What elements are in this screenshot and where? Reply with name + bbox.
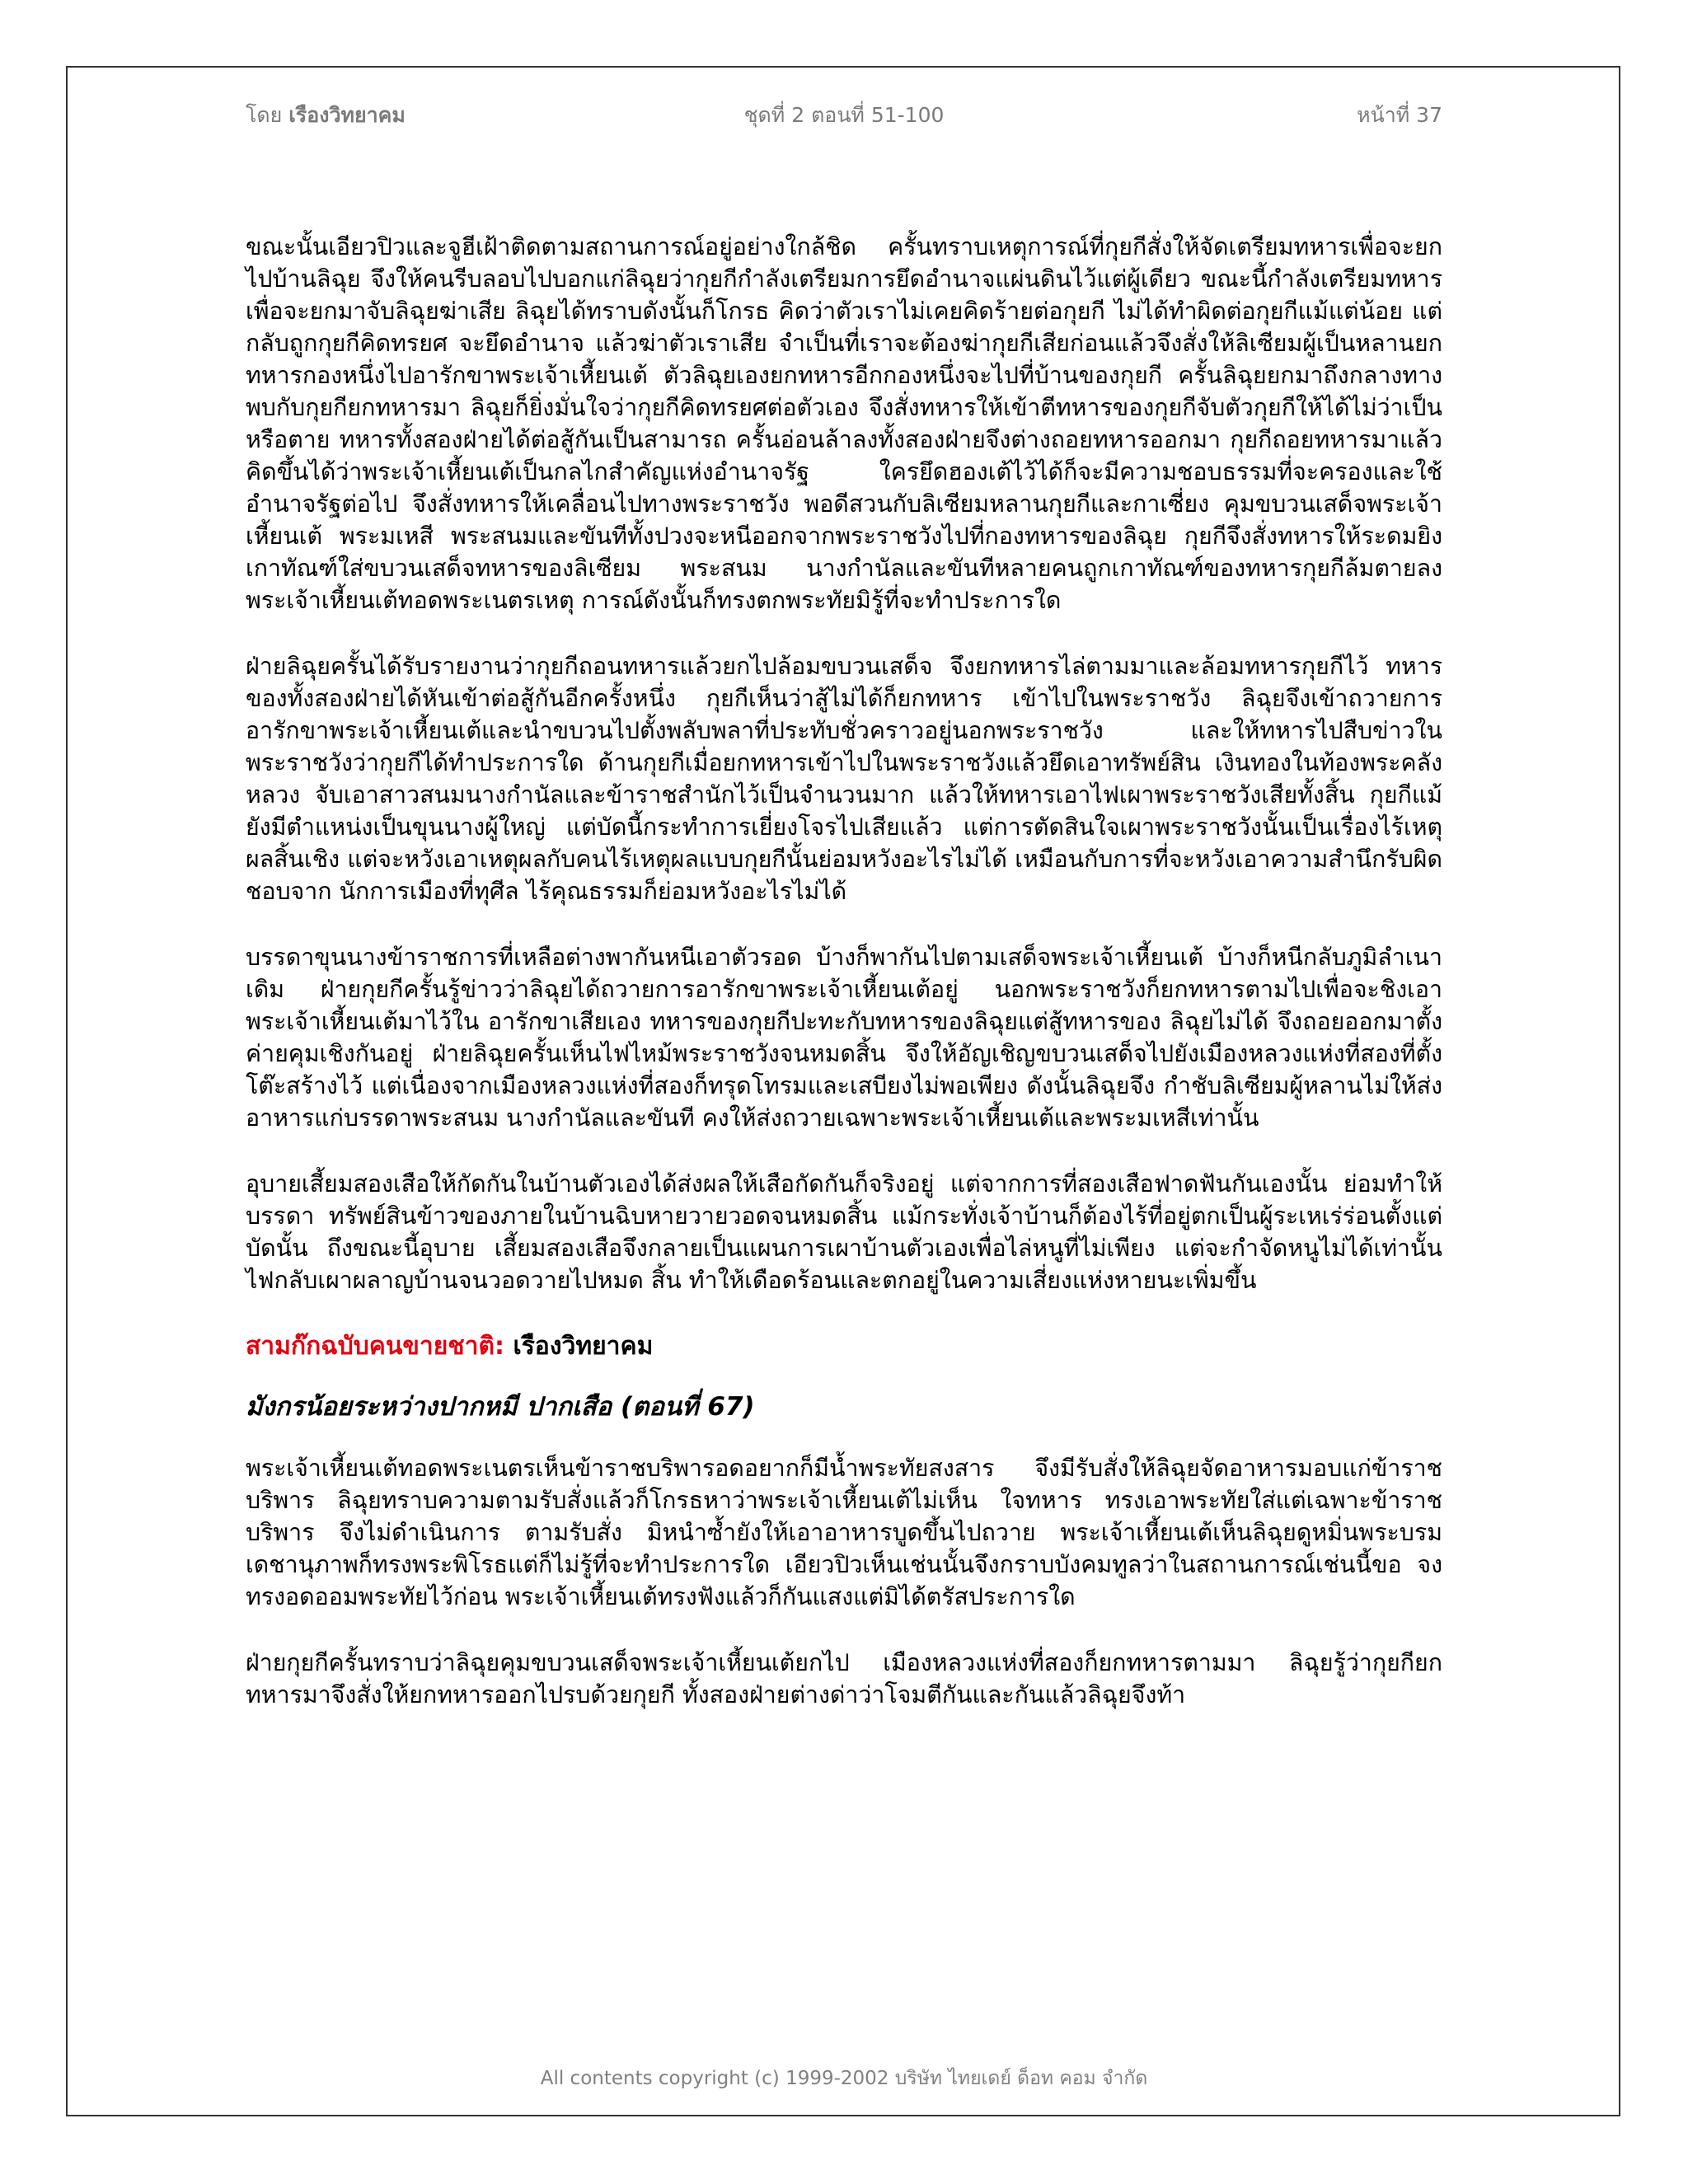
paragraph: อุบายเสี้ยมสองเสือให้กัดกันในบ้านตัวเองได้ส่งผลให้เสือกัดกันก็จริงอยู่ แต่จากการที่สองเสือฟาดฟันกันเองนั้น ย่อมทำให้บรรดา ทรัพย์สินข้าวของภายในบ้านฉิบหายวายวอดจนหมดสิ้น แม้กระทั่งเจ้าบ้านก็ต้องไร้ที่อยู่ตกเป็นผู้ระเหเร่ร่อนตั้งแต่บัดนั้น ถึงขณะนี้อุบาย เสี้ยมสองเสือจึงกลายเป็นแผนการเผาบ้านตัวเองเพื่อไล่หนูที่ไม่เพียง แต่จะกำจัดหนูไม่ได้เท่านั้น ไฟกลับเผาผลาญบ้านจนวอดวายไปหมด สิ้น ทำให้เดือดร้อนและตกอยู่ในความเสี่ยงแห่งหายนะเพิ่มขึ้น (246, 1170, 1442, 1294)
paragraph: ฝ่ายลิฉุยครั้นได้รับรายงานว่ากุยกีถอนทหารแล้วยกไปล้อมขบวนเสด็จ จึงยกทหารไล่ตามมาและล้อมทหารกุยกีไว้ ทหารของทั้งสองฝ่ายได้หันเข้าต่อสู้กันอีกครั้งหนึ่ง กุยกีเห็นว่าสู้ไม่ได้ก็ยกทหาร เข้าไปในพระราชวัง ลิฉุยจึงเข้าถวายการอารักขาพระเจ้าเหี้ยนเต้และนำขบวนไปตั้งพลับพลาที่ประทับชั่วคราวอยู่นอกพระราชวัง และให้ทหารไปสืบข่าวในพระราชวังว่ากุยกีได้ทำประการใด ด้านกุยกีเมื่อยกทหารเข้าไปในพระราชวังแล้วยึดเอาทรัพย์สิน เงินทองในท้องพระคลังหลวง จับเอาสาวสนมนางกำนัลและข้าราชสำนักไว้เป็นจำนวนมาก แล้วให้ทหารเอาไฟเผาพระราชวังเสียทั้งสิ้น กุยกีแม้ยังมีตำแหน่งเป็นขุนนางผู้ใหญ่ แต่บัดนี้กระทำการเยี่ยงโจรไปเสียแล้ว แต่การตัดสินใจเผาพระราชวังนั้นเป็นเรื่องไร้เหตุ ผลสิ้นเชิง แต่จะหวังเอาเหตุผลกับคนไร้เหตุผลแบบกุยกีนั้นย่อมหวังอะไรไม่ได้ เหมือนกับการที่จะหวังเอาความสำนึกรับผิดชอบจาก นักการเมืองที่ทุศีล ไร้คุณธรรมก็ย่อมหวังอะไรไม่ได้ (246, 653, 1442, 905)
paragraph: ขณะนั้นเอียวปิวและจูฮีเฝ้าติดตามสถานการณ์อยู่อย่างใกล้ชิด ครั้นทราบเหตุการณ์ที่กุยกีสั่งให้จัดเตรียมทหารเพื่อจะยกไปบ้านลิฉุย จึงให้คนรีบลอบไปบอกแก่ลิฉุยว่ากุยกีกำลังเตรียมการยึดอำนาจแผ่นดินไว้แต่ผู้เดียว ขณะนี้กำลังเตรียมทหารเพื่อจะยกมาจับลิฉุยฆ่าเสีย ลิฉุยได้ทราบดังนั้นก็โกรธ คิดว่าตัวเราไม่เคยคิดร้ายต่อกุยกี ไม่ได้ทำผิดต่อกุยกีแม้แต่น้อย แต่กลับถูกกุยกีคิดทรยศ จะยึดอำนาจ แล้วฆ่าตัวเราเสีย จำเป็นที่เราจะต้องฆ่ากุยกีเสียก่อนแล้วจึงสั่งให้ลิเซียมผู้เป็นหลานยกทหารกองหนึ่งไปอารักขาพระเจ้าเหี้ยนเต้ ตัวลิฉุยเองยกทหารอีกกองหนึ่งจะไปที่บ้านของกุยกี ครั้นลิฉุยยกมาถึงกลางทางพบกับกุยกียกทหารมา ลิฉุยก็ยิ่งมั่นใจว่ากุยกีคิดทรยศต่อตัวเอง จึงสั่งทหารให้เข้าตีทหารของกุยกีจับตัวกุยกีให้ได้ไม่ว่าเป็นหรือตาย ทหารทั้งสองฝ่ายได้ต่อสู้กันเป็นสามารถ ครั้นอ่อนล้าลงทั้งสองฝ่ายจึงต่างถอยทหารออกมา กุยกีถอยทหารมาแล้วคิดขึ้นได้ว่าพระเจ้าเหี้ยนเต้เป็นกลไกสำคัญแห่งอำนาจรัฐ ใครยึดฮองเต้ไว้ได้ก็จะมีความชอบธรรมที่จะครองและใช้อำนาจรัฐต่อไป จึงสั่งทหารให้เคลื่อนไปทางพระราชวัง พอดีสวนกับลิเซียมหลานกุยกีและกาเซี่ยง คุมขบวนเสด็จพระเจ้าเหี้ยนเต้ พระมเหสี พระสนมและขันทีทั้งปวงจะหนีออกจากพระราชวังไปที่กองทหารของลิฉุย กุยกีจึงสั่งทหารให้ระดมยิงเกาทัณฑ์ใส่ขบวนเสด็จทหารของลิเซียม พระสนม นางกำนัลและขันทีหลายคนถูกเกาทัณฑ์ของทหารกุยกีล้มตายลง พระเจ้าเหี้ยนเต้ทอดพระเนตรเหตุ การณ์ดังนั้นก็ทรงตกพระทัยมิรู้ที่จะทำประการใด (246, 233, 1442, 614)
article-body (246, 231, 1442, 1745)
section-title-label: สามก๊กฉบับคนขายชาติ: (246, 1332, 504, 1361)
header-series: ชุดที่ 2 ตอนที่ 51-100 (743, 103, 945, 127)
paragraph: พระเจ้าเหี้ยนเต้ทอดพระเนตรเห็นข้าราชบริพารอดอยากก็มีน้ำพระทัยสงสาร จึงมีรับสั่งให้ลิฉุยจัดอาหารมอบแก่ข้าราชบริพาร ลิฉุยทราบความตามรับสั่งแล้วก็โกรธหาว่าพระเจ้าเหี้ยนเต้ไม่เห็น ใจทหาร ทรงเอาพระทัยใส่แต่เฉพาะข้าราชบริพาร จึงไม่ดำเนินการ ตามรับสั่ง มิหนำซ้ำยังให้เอาอาหารบูดขึ้นไปถวาย พระเจ้าเหี้ยนเต้เห็นลิฉุยดูหมิ่นพระบรมเดชานุภาพก็ทรงพระพิโรธแต่ก็ไม่รู้ที่จะทำประการใด เอียวปิวเห็นเช่นนั้นจึงกราบบังคมทูลว่าในสถานการณ์เช่นนี้ขอ จงทรงอดออมพระทัยไว้ก่อน พระเจ้าเหี้ยนเต้ทรงฟังแล้วก็กันแสงแต่มิได้ตรัสประการใด (246, 1455, 1442, 1610)
page-header (246, 99, 1442, 132)
header-page-number: หน้าที่ 37 (1357, 103, 1442, 127)
section-title-author: เรืองวิทยาคม (513, 1332, 654, 1361)
header-by-label: โดย (246, 103, 283, 127)
header-author-name: เรืองวิทยาคม (288, 103, 406, 127)
copyright-footer: All contents copyright (c) 1999-2002 บริษัท ไทยเดย์ ด็อท คอม จำกัด (540, 2068, 1148, 2089)
paragraph: ฝ่ายกุยกีครั้นทราบว่าลิฉุยคุมขบวนเสด็จพระเจ้าเหี้ยนเต้ยกไป เมืองหลวงแห่งที่สองก็ยกทหารตามมา ลิฉุยรู้ว่ากุยกียกทหารมาจึงสั่งให้ยกทหารออกไปรบด้วยกุยกี ทั้งสองฝ่ายต่างด่าว่าโจมตีกันและกันแล้วลิฉุยจึงท้า (246, 1649, 1442, 1708)
section-title (246, 1330, 1442, 1363)
episode-title: มังกรน้อยระหว่างปากหมี ปากเสือ (ตอนที่ 67) (246, 1392, 755, 1422)
paragraph: บรรดาขุนนางข้าราชการที่เหลือต่างพากันหนีเอาตัวรอด บ้างก็พากันไปตามเสด็จพระเจ้าเหี้ยนเต้ บ้างก็หนีกลับภูมิลำเนาเดิม ฝ่ายกุยกีครั้นรู้ข่าวว่าลิฉุยได้ถวายการอารักขาพระเจ้าเหี้ยนเต้อยู่ นอกพระราชวังก็ยกทหารตามไปเพื่อจะชิงเอาพระเจ้าเหี้ยนเต้มาไว้ใน อารักขาเสียเอง ทหารของกุยกีปะทะกับทหารของลิฉุยแต่สู้ทหารของ ลิฉุยไม่ได้ จึงถอยออกมาตั้งค่ายคุมเชิงกันอยู่ ฝ่ายลิฉุยครั้นเห็นไฟไหม้พระราชวังจนหมดสิ้น จึงให้อัญเชิญขบวนเสด็จไปยังเมืองหลวงแห่งที่สองที่ตั้งโต๊ะสร้างไว้ แต่เนื่องจากเมืองหลวงแห่งที่สองก็ทรุดโทรมและเสบียงไม่พอเพียง ดังนั้นลิฉุยจึง กำชับลิเซียมผู้หลานไม่ให้ส่งอาหารแก่บรรดาพระสนม นางกำนัลและขันที คงให้ส่งถวายเฉพาะพระเจ้าเหี้ยนเต้และพระมเหสีเท่านั้น (246, 944, 1442, 1132)
